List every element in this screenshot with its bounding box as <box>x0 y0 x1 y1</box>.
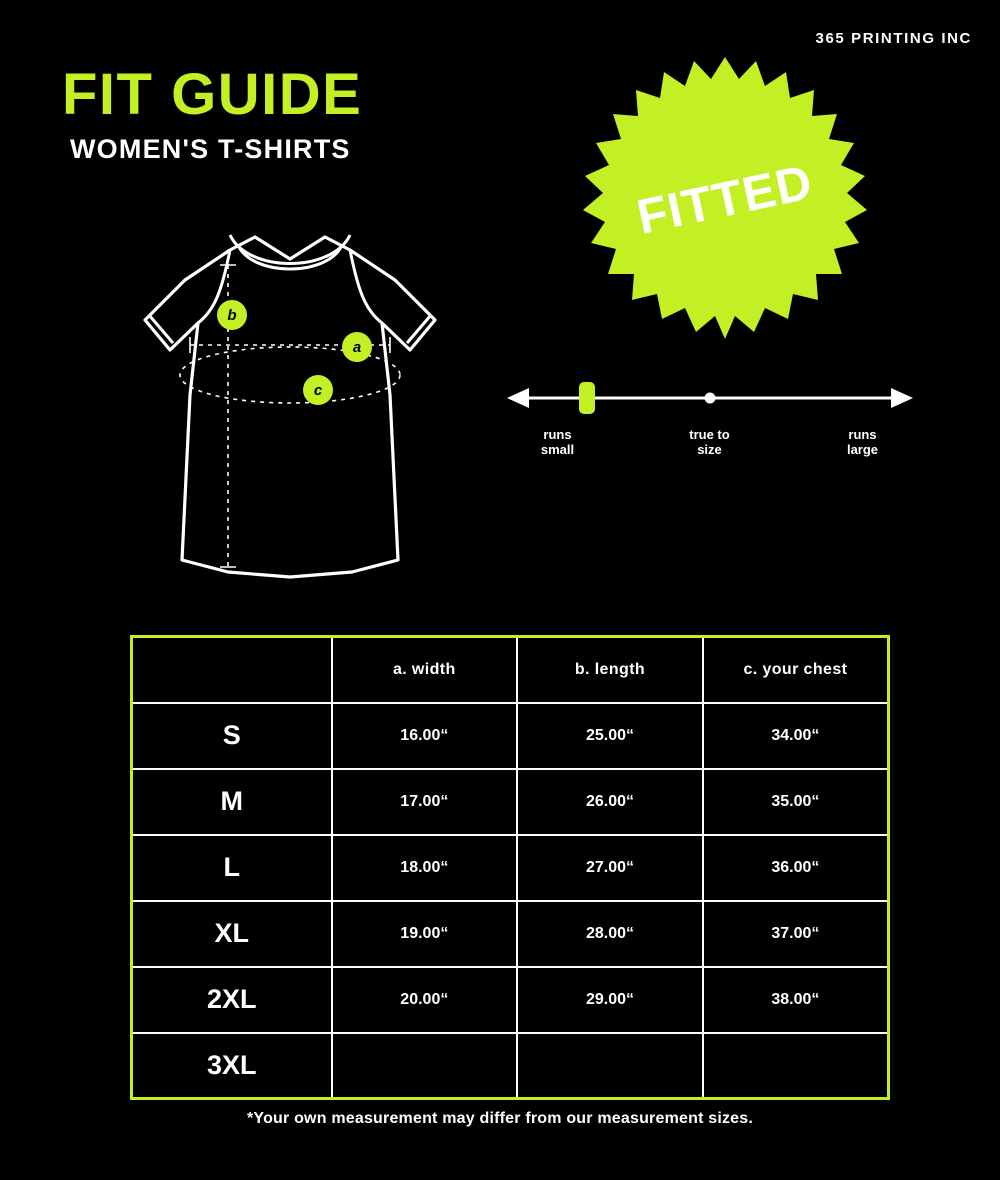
table-row <box>132 703 889 769</box>
measurement-footnote: *Your own measurement may differ from our measurement sizes. <box>246 1110 754 1127</box>
row-length-value: 29.00“ <box>517 967 703 1033</box>
fit-scale-arrow-icon <box>505 370 915 426</box>
table-header-chest: c. your chest <box>703 637 889 703</box>
page-subtitle: WOMEN'S T-SHIRTS <box>70 134 351 164</box>
tshirt-diagram <box>110 215 470 585</box>
row-length-value: 25.00“ <box>517 703 703 769</box>
row-chest-value: 36.00“ <box>703 835 889 901</box>
table-row <box>132 967 889 1033</box>
fitted-badge <box>580 55 870 345</box>
page-title-block <box>62 62 363 165</box>
size-table <box>130 635 890 1100</box>
diagram-marker-a: a <box>342 332 372 362</box>
row-size-label: L <box>132 835 332 901</box>
row-chest-value <box>703 1033 889 1099</box>
fitted-badge-label: FITTED <box>632 155 818 245</box>
row-size-label: M <box>132 769 332 835</box>
tshirt-outline-icon <box>110 215 470 585</box>
fit-scale <box>505 370 915 470</box>
row-size-label: 3XL <box>132 1033 332 1099</box>
table-row <box>132 1033 889 1099</box>
table-header-width: a. width <box>332 637 518 703</box>
size-chart <box>130 635 890 1100</box>
row-chest-value: 34.00“ <box>703 703 889 769</box>
row-chest-value: 37.00“ <box>703 901 889 967</box>
page-title: FIT GUIDE <box>62 62 363 127</box>
row-chest-value: 35.00“ <box>703 769 889 835</box>
row-width-value: 19.00“ <box>332 901 518 967</box>
brand-name: 365 PRINTING INC <box>815 30 972 47</box>
row-size-label: S <box>132 703 332 769</box>
diagram-marker-c: c <box>303 375 333 405</box>
row-width-value <box>332 1033 518 1099</box>
table-header-row <box>132 637 889 703</box>
table-row <box>132 835 889 901</box>
row-size-label: XL <box>132 901 332 967</box>
table-header-blank <box>132 637 332 703</box>
row-length-value <box>517 1033 703 1099</box>
row-chest-value: 38.00“ <box>703 967 889 1033</box>
row-width-value: 20.00“ <box>332 967 518 1033</box>
fit-scale-label-runs-small: runs small <box>540 427 575 457</box>
fit-scale-label-true-to-size: true to size <box>689 427 730 457</box>
row-size-label: 2XL <box>132 967 332 1033</box>
row-length-value: 28.00“ <box>517 901 703 967</box>
row-length-value: 26.00“ <box>517 769 703 835</box>
table-row <box>132 901 889 967</box>
row-length-value: 27.00“ <box>517 835 703 901</box>
diagram-marker-b: b <box>217 300 247 330</box>
row-width-value: 16.00“ <box>332 703 518 769</box>
table-header-length: b. length <box>517 637 703 703</box>
row-width-value: 17.00“ <box>332 769 518 835</box>
table-row <box>132 769 889 835</box>
fit-scale-label-runs-large: runs large <box>846 427 879 457</box>
row-width-value: 18.00“ <box>332 835 518 901</box>
